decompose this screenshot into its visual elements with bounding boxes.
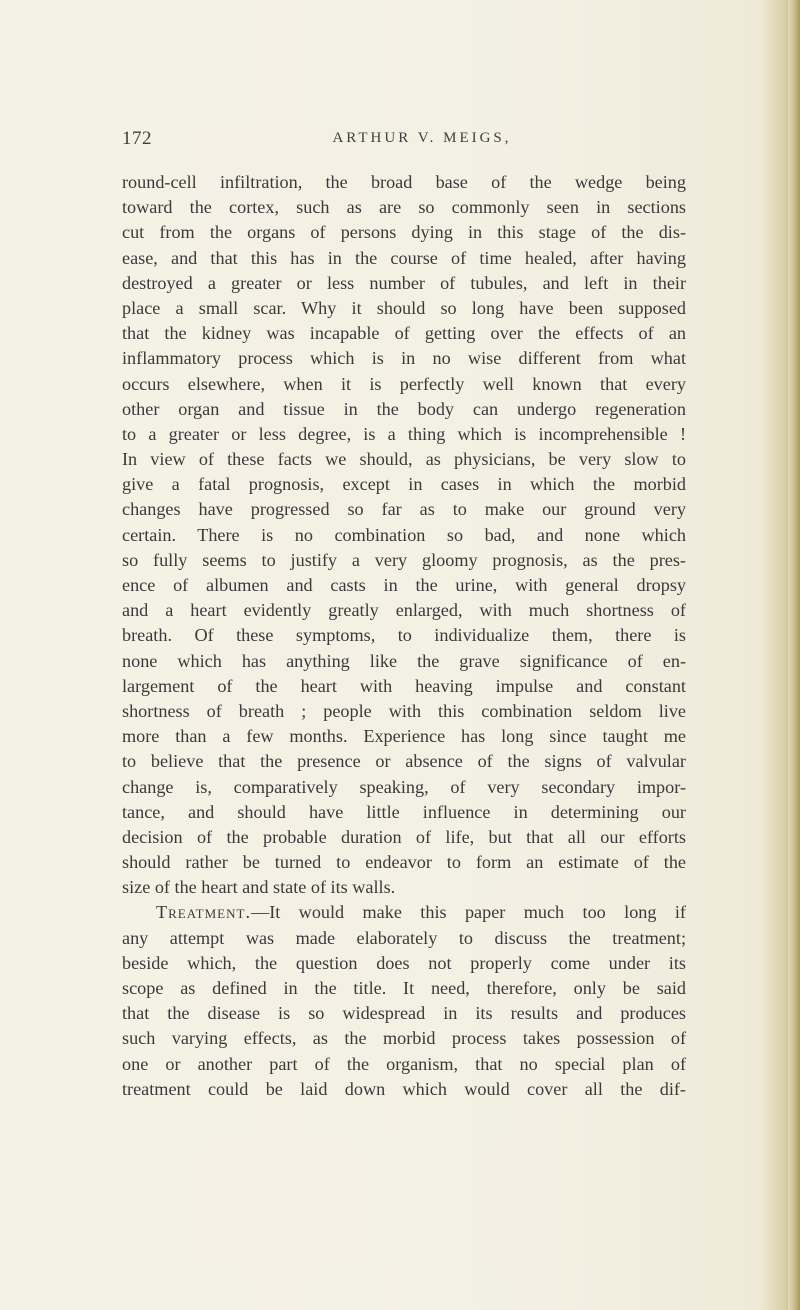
text-line: one or another part of the organism, that no special plan of [122,1053,686,1074]
text-line: changes have progressed so far as to make our ground very [122,499,686,520]
text-line: certain. There is no combination so bad, and none which [122,524,686,545]
text-line: none which has anything like the grave significance of en- [122,650,686,671]
treatment-heading: Treatment. [156,902,251,923]
text-line: round-cell infiltration, the broad base of the wedge being [122,172,686,192]
text-line: ease, and that this has in the course of time healed, after having [122,247,686,268]
text-line: place a small scar. Why it should so long have been supposed [122,297,686,318]
text-line: scope as defined in the title. It need, therefore, only be said [122,978,686,998]
text-line: decision of the probable duration of life, but that all our efforts [122,826,686,847]
text-line: more than a few months. Experience has long since taught me [122,726,686,747]
text-line: so fully seems to justify a very gloomy prognosis, as the pres- [122,549,686,570]
text-line: largement of the heart with heaving impulse and constant [122,675,686,696]
text-line: tance, and should have little influence in determining our [122,801,686,822]
text-line: that the disease is so widespread in its results and produces [122,1003,686,1024]
page-number: 172 [122,128,152,149]
text-line: to a greater or less degree, is a thing which is incomprehensible ! [122,423,686,444]
text-line: treatment could be laid down which would cover all the dif- [122,1078,686,1099]
text-line: change is, comparatively speaking, of very secondary impor- [122,776,686,797]
text-line: that the kidney was incapable of getting over the effects of an [122,323,686,344]
text-line: ence of albumen and casts in the urine, with general dropsy [122,575,686,595]
text-line: shortness of breath ; people with this combination seldom live [122,700,686,721]
text-line: cut from the organs of persons dying in this stage of the dis- [122,222,686,243]
treatment-first-line-text: —It would make this paper much too long if [251,902,686,923]
running-head: ARTHUR V. MEIGS, [332,130,512,146]
text-line: inflammatory process which is in no wise different from what [122,348,686,369]
text-line: In view of these facts we should, as physicians, be very slow to [122,449,686,470]
text-line: destroyed a greater or less number of tubules, and left in their [122,272,686,293]
text-line: any attempt was made elaborately to discuss the treatment; [122,927,686,948]
text-line: should rather be turned to endeavor to form an estimate of the [122,852,686,873]
text-line: such varying effects, as the morbid process takes possession of [122,1028,686,1049]
body-text [122,170,686,1102]
text-line: beside which, the question does not properly come under its [122,952,686,973]
text-line: to believe that the presence or absence of the signs of valvular [122,751,686,772]
text-line: and a heart evidently greatly enlarged, with much shortness of [122,600,686,621]
treatment-first-line [122,900,686,925]
text-line: breath. Of these symptoms, to individualize them, there is [122,625,686,646]
text-line: size of the heart and state of its walls. [122,877,396,898]
page-edge [788,0,800,1310]
text-line: give a fatal prognosis, except in cases in which the morbid [122,474,686,495]
page-header [122,128,682,152]
text-line: toward the cortex, such as are so commonly seen in sections [122,197,686,218]
text-line: occurs elsewhere, when it is perfectly well known that every [122,373,686,394]
text-line: other organ and tissue in the body can undergo regeneration [122,398,686,419]
